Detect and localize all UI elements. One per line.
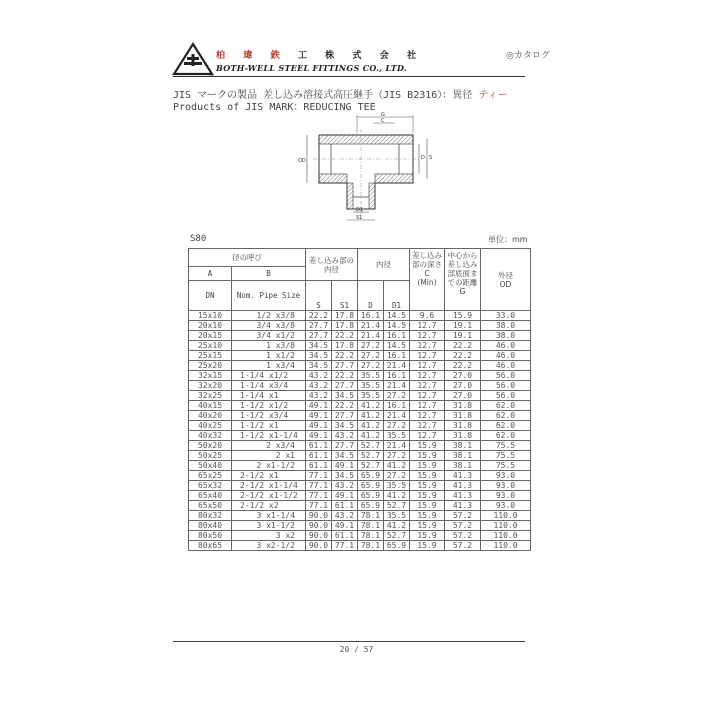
table-cell: 15.9	[410, 541, 445, 551]
table-cell: 49.1	[306, 401, 332, 411]
table-cell: 15.9	[410, 531, 445, 541]
label-d1: D1	[356, 207, 364, 213]
table-cell: 41.2	[358, 431, 384, 441]
table-cell: 77.1	[306, 491, 332, 501]
table-cell: 62.0	[481, 431, 531, 441]
table-cell: 15.9	[410, 501, 445, 511]
table-cell: 17.8	[332, 311, 358, 321]
table-cell: 1-1/2 x1/2	[232, 401, 306, 411]
unit-label: 単位：mm	[488, 235, 528, 244]
table-cell: 12.7	[410, 341, 445, 351]
table-cell: 14.5	[384, 321, 410, 331]
table-cell: 52.7	[384, 531, 410, 541]
table-cell: 32x25	[189, 391, 232, 401]
header-socket-depth	[410, 249, 445, 311]
table-cell: 90.0	[306, 541, 332, 551]
table-cell: 22.2	[445, 341, 481, 351]
table-cell: 1-1/4 x1	[232, 391, 306, 401]
table-cell: 12.7	[410, 421, 445, 431]
table-cell: 12.7	[410, 371, 445, 381]
table-row	[189, 351, 531, 361]
table-cell: 41.3	[445, 471, 481, 481]
table-cell: 43.2	[332, 481, 358, 491]
table-cell: 19.1	[445, 321, 481, 331]
table-cell: 2 x1-1/2	[232, 461, 306, 471]
table-cell: 38.1	[445, 461, 481, 471]
table-cell: 52.7	[358, 461, 384, 471]
table-cell: 50x40	[189, 461, 232, 471]
table-cell: 35.5	[358, 391, 384, 401]
table-cell: 27.7	[332, 411, 358, 421]
table-cell: 22.2	[332, 371, 358, 381]
table-cell: 21.4	[358, 331, 384, 341]
table-cell: 110.0	[481, 521, 531, 531]
table-cell: 77.1	[306, 471, 332, 481]
table-cell: 1-1/2 x1-1/4	[232, 431, 306, 441]
header-col-a: A	[189, 267, 232, 281]
table-cell: 12.7	[410, 361, 445, 371]
table-cell: 110.0	[481, 531, 531, 541]
table-cell: 65x32	[189, 481, 232, 491]
table-cell: 27.2	[358, 361, 384, 371]
header-divider	[173, 76, 525, 77]
product-title-en: Products of JIS MARK：REDUCING TEE	[173, 102, 376, 113]
table-cell: 43.2	[332, 511, 358, 521]
table-cell: 12.7	[410, 411, 445, 421]
table-cell: 80x40	[189, 521, 232, 531]
table-cell: 110.0	[481, 541, 531, 551]
table-cell: 27.7	[306, 321, 332, 331]
table-cell: 16.1	[384, 351, 410, 361]
table-cell: 65.9	[358, 481, 384, 491]
table-cell: 77.1	[306, 501, 332, 511]
table-cell: 41.3	[445, 501, 481, 511]
table-cell: 56.0	[481, 391, 531, 401]
company-char: 株	[325, 51, 335, 61]
table-cell: 2 x1	[232, 451, 306, 461]
table-cell: 27.7	[332, 381, 358, 391]
table-cell: 15.9	[445, 311, 481, 321]
table-cell: 22.2	[445, 361, 481, 371]
table-row	[189, 431, 531, 441]
table-cell: 75.5	[481, 441, 531, 451]
table-cell: 31.8	[445, 401, 481, 411]
table-row	[189, 441, 531, 451]
table-cell: 57.2	[445, 531, 481, 541]
table-row	[189, 501, 531, 511]
table-cell: 12.7	[410, 431, 445, 441]
table-cell: 31.8	[445, 421, 481, 431]
table-cell: 34.5	[306, 351, 332, 361]
table-cell: 50x20	[189, 441, 232, 451]
header-center-to-bottom	[445, 249, 481, 311]
company-char: 工	[297, 51, 307, 61]
table-cell: 57.2	[445, 521, 481, 531]
table-cell: 27.2	[384, 471, 410, 481]
table-cell: 3 x2	[232, 531, 306, 541]
table-cell: 21.4	[384, 381, 410, 391]
table-cell: 35.5	[384, 431, 410, 441]
table-cell: 62.0	[481, 421, 531, 431]
table-cell: 27.7	[332, 361, 358, 371]
table-cell: 93.0	[481, 471, 531, 481]
socket-depth-text: 差し込み部の深さ	[412, 251, 442, 269]
table-cell: 31.8	[445, 431, 481, 441]
header-size-group: 径の呼び	[189, 249, 306, 267]
table-cell: 49.1	[332, 461, 358, 471]
title-highlight: ティー	[478, 90, 508, 101]
table-cell: 3/4 x1/2	[232, 331, 306, 341]
label-g: G	[381, 112, 385, 118]
table-cell: 12.7	[410, 331, 445, 341]
table-cell: 80x32	[189, 511, 232, 521]
table-cell: 49.1	[306, 421, 332, 431]
table-cell: 2-1/2 x1-1/4	[232, 481, 306, 491]
table-cell: 15x10	[189, 311, 232, 321]
table-cell: 12.7	[410, 381, 445, 391]
table-cell: 78.1	[358, 541, 384, 551]
table-cell: 25x10	[189, 341, 232, 351]
table-cell: 61.1	[306, 441, 332, 451]
header-outer-dia	[481, 249, 531, 311]
header-s: S	[306, 281, 332, 311]
socket-depth-min: (Min)	[417, 278, 437, 287]
table-cell: 65x40	[189, 491, 232, 501]
table-cell: 34.5	[332, 421, 358, 431]
table-row	[189, 401, 531, 411]
table-cell: 77.1	[332, 541, 358, 551]
table-cell: 2-1/2 x1-1/2	[232, 491, 306, 501]
table-cell: 90.0	[306, 511, 332, 521]
table-row	[189, 451, 531, 461]
table-cell: 49.1	[332, 521, 358, 531]
table-cell: 41.3	[445, 481, 481, 491]
table-cell: 21.4	[384, 361, 410, 371]
table-cell: 78.1	[358, 531, 384, 541]
company-name-en: BOTH-WELL STEEL FITTINGS CO., LTD.	[216, 63, 408, 73]
table-cell: 35.5	[384, 511, 410, 521]
table-row	[189, 411, 531, 421]
table-cell: 90.0	[306, 521, 332, 531]
table-cell: 41.2	[384, 491, 410, 501]
outer-dia-od: OD	[499, 279, 512, 289]
table-cell: 93.0	[481, 501, 531, 511]
table-cell: 38.1	[445, 441, 481, 451]
label-s1: S1	[356, 215, 363, 221]
table-cell: 34.5	[306, 341, 332, 351]
table-cell: 3 x1-1/2	[232, 521, 306, 531]
table-cell: 1 x3/8	[232, 341, 306, 351]
table-cell: 27.7	[332, 441, 358, 451]
table-cell: 40x20	[189, 411, 232, 421]
table-cell: 57.2	[445, 541, 481, 551]
table-cell: 41.2	[358, 401, 384, 411]
table-row	[189, 491, 531, 501]
reducing-tee-diagram	[295, 113, 445, 225]
table-cell: 32x15	[189, 371, 232, 381]
table-cell: 49.1	[332, 491, 358, 501]
table-cell: 9.6	[410, 311, 445, 321]
table-cell: 61.1	[306, 461, 332, 471]
table-cell: 2 x3/4	[232, 441, 306, 451]
table-cell: 65.9	[358, 501, 384, 511]
table-cell: 3/4 x3/8	[232, 321, 306, 331]
table-cell: 41.2	[358, 421, 384, 431]
table-cell: 65.9	[358, 491, 384, 501]
table-cell: 17.8	[332, 341, 358, 351]
table-cell: 15.9	[410, 491, 445, 501]
table-cell: 22.2	[332, 401, 358, 411]
table-cell: 34.5	[332, 471, 358, 481]
table-cell: 41.3	[445, 491, 481, 501]
table-row	[189, 311, 531, 321]
table-cell: 19.1	[445, 331, 481, 341]
table-cell: 1-1/2 x1	[232, 421, 306, 431]
table-cell: 27.2	[384, 421, 410, 431]
table-cell: 32x20	[189, 381, 232, 391]
table-cell: 35.5	[384, 481, 410, 491]
table-cell: 12.7	[410, 391, 445, 401]
outer-dia-text: 外径	[498, 270, 513, 280]
table-cell: 43.2	[306, 381, 332, 391]
table-cell: 43.2	[306, 391, 332, 401]
center-to-bottom-text: 中心から差し込み部底面までの距離	[447, 251, 478, 287]
table-row	[189, 421, 531, 431]
table-cell: 61.1	[332, 501, 358, 511]
table-cell: 15.9	[410, 441, 445, 451]
table-cell: 80x65	[189, 541, 232, 551]
table-cell: 46.0	[481, 351, 531, 361]
table-cell: 49.1	[306, 411, 332, 421]
table-cell: 38.0	[481, 321, 531, 331]
table-cell: 40x25	[189, 421, 232, 431]
table-cell: 38.1	[445, 451, 481, 461]
table-row	[189, 391, 531, 401]
socket-depth-c: C	[424, 269, 430, 278]
table-cell: 1 x1/2	[232, 351, 306, 361]
table-cell: 2-1/2 x1	[232, 471, 306, 481]
table-cell: 27.2	[384, 391, 410, 401]
label-d: D	[421, 155, 425, 161]
table-cell: 16.1	[384, 401, 410, 411]
table-cell: 61.1	[306, 451, 332, 461]
table-row	[189, 321, 531, 331]
company-name-jp	[216, 48, 416, 61]
table-cell: 34.5	[306, 361, 332, 371]
header-nom-pipe-size: Nom. Pipe Size	[232, 281, 306, 311]
table-cell: 56.0	[481, 371, 531, 381]
table-cell: 35.5	[358, 381, 384, 391]
company-char: 式	[352, 51, 362, 61]
table-cell: 25x20	[189, 361, 232, 371]
catalog-label: ◎カタログ	[506, 51, 550, 61]
table-cell: 20x10	[189, 321, 232, 331]
title-prefix: JIS マークの製品 差し込み溶接式高圧継手（JIS B2316）：異径	[173, 90, 479, 101]
header-d1: D1	[384, 281, 410, 311]
table-cell: 15.9	[410, 511, 445, 521]
table-cell: 57.2	[445, 511, 481, 521]
table-cell: 17.8	[332, 321, 358, 331]
table-cell: 27.2	[358, 351, 384, 361]
label-od: OD	[298, 158, 306, 164]
table-cell: 34.5	[332, 451, 358, 461]
table-cell: 22.2	[445, 351, 481, 361]
table-cell: 27.2	[384, 451, 410, 461]
table-cell: 22.2	[306, 311, 332, 321]
table-cell: 61.1	[332, 531, 358, 541]
table-row	[189, 361, 531, 371]
table-cell: 27.0	[445, 381, 481, 391]
table-cell: 65x25	[189, 471, 232, 481]
table-row	[189, 531, 531, 541]
table-row	[189, 511, 531, 521]
table-cell: 21.4	[358, 321, 384, 331]
table-row	[189, 461, 531, 471]
company-char: 柏	[216, 51, 226, 61]
table-cell: 2-1/2 x2	[232, 501, 306, 511]
table-cell: 16.1	[358, 311, 384, 321]
table-cell: 1-1/4 x1/2	[232, 371, 306, 381]
header-col-b: B	[232, 267, 306, 281]
table-cell: 31.8	[445, 411, 481, 421]
table-cell: 49.1	[306, 431, 332, 441]
table-row	[189, 371, 531, 381]
spec-table-body	[189, 311, 531, 551]
company-char: 会	[379, 51, 389, 61]
table-cell: 43.2	[332, 431, 358, 441]
table-cell: 75.5	[481, 451, 531, 461]
table-cell: 34.5	[332, 391, 358, 401]
table-cell: 22.2	[332, 351, 358, 361]
table-cell: 41.2	[384, 521, 410, 531]
table-cell: 46.0	[481, 361, 531, 371]
table-cell: 1/2 x3/8	[232, 311, 306, 321]
table-row	[189, 481, 531, 491]
table-row	[189, 471, 531, 481]
company-char: 社	[406, 51, 416, 61]
table-row	[189, 331, 531, 341]
table-cell: 38.0	[481, 331, 531, 341]
table-row	[189, 381, 531, 391]
table-cell: 65x50	[189, 501, 232, 511]
table-cell: 93.0	[481, 481, 531, 491]
table-cell: 46.0	[481, 341, 531, 351]
table-row	[189, 341, 531, 351]
table-cell: 65.9	[384, 541, 410, 551]
table-cell: 16.1	[384, 371, 410, 381]
spec-table	[188, 248, 531, 551]
table-cell: 52.7	[358, 441, 384, 451]
table-cell: 15.9	[410, 451, 445, 461]
table-cell: 15.9	[410, 521, 445, 531]
table-cell: 12.7	[410, 401, 445, 411]
table-cell: 40x15	[189, 401, 232, 411]
table-cell: 110.0	[481, 511, 531, 521]
table-cell: 25x15	[189, 351, 232, 361]
table-row	[189, 541, 531, 551]
table-cell: 65.9	[358, 471, 384, 481]
table-cell: 41.2	[384, 461, 410, 471]
header-dn: DN	[189, 281, 232, 311]
schedule-label: S80	[190, 234, 207, 244]
table-cell: 33.0	[481, 311, 531, 321]
table-cell: 20x15	[189, 331, 232, 341]
table-cell: 15.9	[410, 471, 445, 481]
table-cell: 16.1	[384, 331, 410, 341]
table-cell: 12.7	[410, 351, 445, 361]
label-c: C	[381, 118, 385, 124]
table-cell: 78.1	[358, 521, 384, 531]
table-cell: 43.2	[306, 371, 332, 381]
table-cell: 3 x2-1/2	[232, 541, 306, 551]
table-cell: 27.0	[445, 371, 481, 381]
table-cell: 41.2	[358, 411, 384, 421]
label-s: S	[429, 155, 433, 161]
table-cell: 14.5	[384, 311, 410, 321]
header-socket-bore: 差し込み部の内径	[306, 249, 358, 281]
table-cell: 27.2	[358, 341, 384, 351]
table-cell: 1 x3/4	[232, 361, 306, 371]
footer-divider	[173, 641, 525, 642]
center-to-bottom-g: G	[459, 287, 466, 296]
table-cell: 1-1/4 x3/4	[232, 381, 306, 391]
table-cell: 52.7	[384, 501, 410, 511]
table-cell: 21.4	[384, 411, 410, 421]
table-cell: 21.4	[384, 441, 410, 451]
table-cell: 62.0	[481, 401, 531, 411]
table-cell: 80x50	[189, 531, 232, 541]
table-cell: 75.5	[481, 461, 531, 471]
header-s1: S1	[332, 281, 358, 311]
table-cell: 52.7	[358, 451, 384, 461]
table-cell: 40x32	[189, 431, 232, 441]
header-d: D	[358, 281, 384, 311]
company-char: 瑋	[243, 51, 253, 61]
table-cell: 78.1	[358, 511, 384, 521]
table-cell: 12.7	[410, 321, 445, 331]
table-cell: 35.5	[358, 371, 384, 381]
table-cell: 56.0	[481, 381, 531, 391]
table-cell: 14.5	[384, 341, 410, 351]
registered-mark: ®	[209, 73, 214, 79]
header-inner-dia: 内径	[358, 249, 410, 281]
page-number: 20 / 57	[339, 645, 374, 654]
table-cell: 15.9	[410, 481, 445, 491]
table-cell: 77.1	[306, 481, 332, 491]
table-cell: 27.0	[445, 391, 481, 401]
table-cell: 90.0	[306, 531, 332, 541]
table-cell: 15.9	[410, 461, 445, 471]
table-cell: 3 x1-1/4	[232, 511, 306, 521]
company-char: 鉄	[270, 51, 280, 61]
table-cell: 27.7	[306, 331, 332, 341]
table-cell: 22.2	[332, 331, 358, 341]
table-cell: 93.0	[481, 491, 531, 501]
table-cell: 62.0	[481, 411, 531, 421]
table-cell: 50x25	[189, 451, 232, 461]
table-row	[189, 521, 531, 531]
table-cell: 1-1/2 x3/4	[232, 411, 306, 421]
company-logo-icon	[173, 43, 213, 77]
